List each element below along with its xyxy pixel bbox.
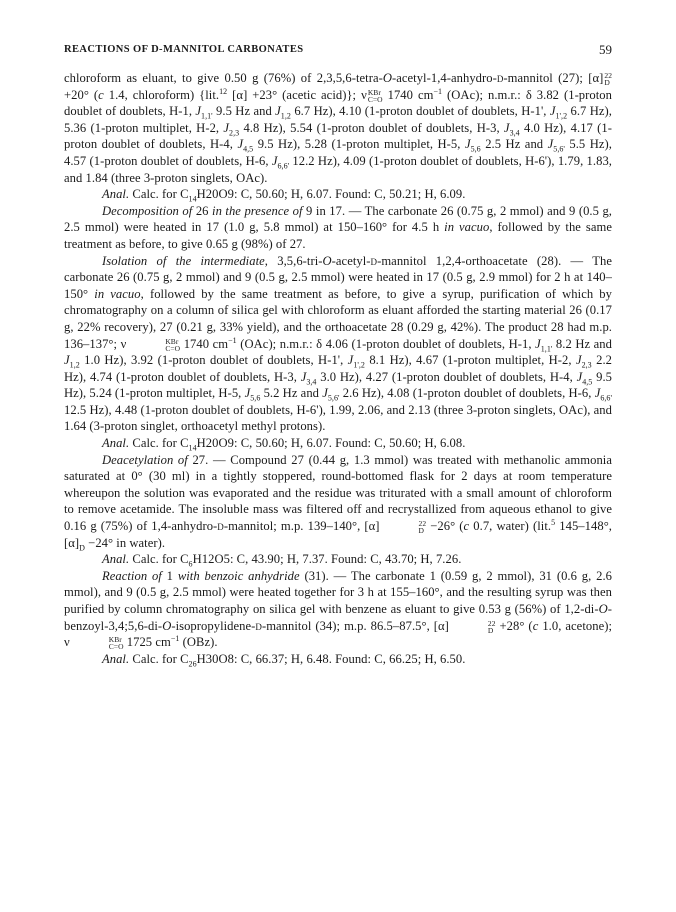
paragraph-deacetylation-27: Deacetylation of 27. — Compound 27 (0.44 g, 1.3 mmol) was treated with methanolic ammonia saturated at 0° (30 ml) in a tightly stoppered, round-bottomed flask for 2 days at room temperature whereupon the solution was evaporated and the residue was triturated with a small amount of chloroform to remove acetamide. The insoluble mass was filtered off and recrystallized from aqueous ethanol to give 0.16 g (75%) of 1,4-anhydro-d-mannitol; m.p. 139–140°, [α] 22 D −26° (c 0.7, water) (lit.$^5$ 145–148°, $[\alpha]_D -24^\circ$ in water). [64, 452, 612, 553]
paragraph-isolation-28: Isolation of the intermediate, 3,5,6-tri-O-acetyl-d-mannitol 1,2,4-orthoacetate (28). — The carbonate 26 (0.75 g, 2 mmol) and 9 (0.5 g, 2.5 mmol) were heated in 17 (0.5 g, 2.9 mmol) for 2 h at 140–150° in vacuo, followed by the same treatment as before, to give a syrup, purification of which by chromatography on a column of silica gel with chloroform as eluant afforded the starting material 26 (0.17 g, 22% recovery), 27 (0.21 g, 33% yield), and the orthoacetate 28 (0.29 g, 42%). The product 28 had m.p. 136–137°; ν KBr C=O 1740 $cm^{-1}$ (OAc); n.m.r.: δ 4.06 (1-proton doublet of doublets, H-1, $J_{1,1'}$ 8.2 Hz and $J_{1,2}$ 1.0 Hz), 3.92 (1-proton doublet of doublets, H-1', $J_{1',2}$ 8.1 Hz), 4.67 (1-proton multiplet, H-2, $J_{2,3}$ 2.2 Hz), 4.74 (1-proton doublet of doublets, H-3, $J_{3,4}$ 3.0 Hz), 4.27 (1-proton doublet of doublets, H-4, $J_{4,5}$ 9.5 Hz), 5.24 (1-proton multiplet, H-5, $J_{5,6}$ 5.2 Hz and $J_{5,6'}$ 2.6 Hz), 4.08 (1-proton doublet of doublets, H-6, $J_{6,6'}$ 12.5 Hz), 4.48 (1-proton doublet of doublets, H-6'), 1.99, 2.06, and 2.13 (three 3-proton singlets, OAc), and 1.64 (3-proton singlet, orthoacetyl methyl protons). [64, 253, 612, 434]
experimental-text [64, 70, 612, 890]
running-title: REACTIONS OF D-MANNITOL CARBONATES [64, 44, 304, 55]
analysis-anhydro-mannitol: Anal. Calc. for $C_6H12O5$: C, 43.90; H, 7.37. Found: C, 43.70; H, 7.26. [102, 552, 462, 569]
paragraph-reaction-benzoic-anhydride: Reaction of 1 with benzoic anhydride (31). — The carbonate 1 (0.59 g, 2 mmol), 31 (0.6 g, 2.6 mmol), and 9 (0.5 g, 2.5 mmol) were heated together for 3 h at 155–160°, and the resulting syrup was then purified by column chromatography on silica gel with benzene as eluant to give 0.53 g (56%) of 1,2-di-O-benzoyl-3,4;5,6-di-O-isopropylidene-d-mannitol (34); m.p. 86.5–87.5°, [α] 22 D +28° (c 1.0, acetone); ν KBr C=O 1725 $cm^{-1}$ (OBz). [64, 568, 612, 652]
page-number: 59 [599, 42, 612, 57]
paragraph-27-characterization: chloroform as eluant, to give 0.50 g (76%) of 2,3,5,6-tetra-O-acetyl-1,4-anhydro-d-mannitol (27); [α] 22 D +20° (c 1.4, chloroform) {lit.$^{12}$ [α] +23° (acetic acid)}; ν KBr C=O 1740 $cm^{-1}$ (OAc); n.m.r.: δ 3.82 (1-proton doublet of doublets, H-1, $J_{1,1'}$ 9.5 Hz and $J_{1,2}$ 6.7 Hz), 4.10 (1-proton doublet of doublets, H-1', $J_{1',2}$ 6.7 Hz), 5.36 (1-proton multiplet, H-2, $J_{2,3}$ 4.8 Hz), 5.54 (1-proton doublet of doublets, H-3, $J_{3,4}$ 4.0 Hz), 4.17 (1-proton doublet of doublets, H-4, $J_{4,5}$ 9.5 Hz), 5.28 (1-proton multiplet, H-5, $J_{5,6}$ 2.5 Hz and $J_{5,6'}$ 5.5 Hz), 4.57 (1-proton doublet of doublets, H-6, $J_{6,6'}$ 12.2 Hz), 4.09 (1-proton doublet of doublets, H-6'), 1.79, 1.83, and 1.84 (three 3-proton singlets, OAc). [64, 71, 612, 185]
analysis-27: Anal. Calc. for $C_{14}H20O9$: C, 50.60; H, 6.07. Found: C, 50.21; H, 6.09. [102, 187, 466, 204]
paragraph-decomposition-26: Decomposition of 26 in the presence of 9 in 17. — The carbonate 26 (0.75 g, 2 mmol) and 9 (0.5 g, 2.5 mmol) were heated in 17 (1.0 g, 5.8 mmol) at 150–160° for 4.5 h in vacuo, followed by the same treatment as before, to give 0.65 g (98%) of 27. [64, 203, 612, 251]
analysis-28: Anal. Calc. for $C_{14}H20O9$: C, 50.60; H, 6.07. Found: C, 50.60; H, 6.08. [102, 436, 466, 453]
analysis-34: Anal. Calc. for $C_{26}H30O8$: C, 66.37; H, 6.48. Found: C, 66.25; H, 6.50. [102, 651, 466, 669]
running-head [64, 44, 612, 60]
